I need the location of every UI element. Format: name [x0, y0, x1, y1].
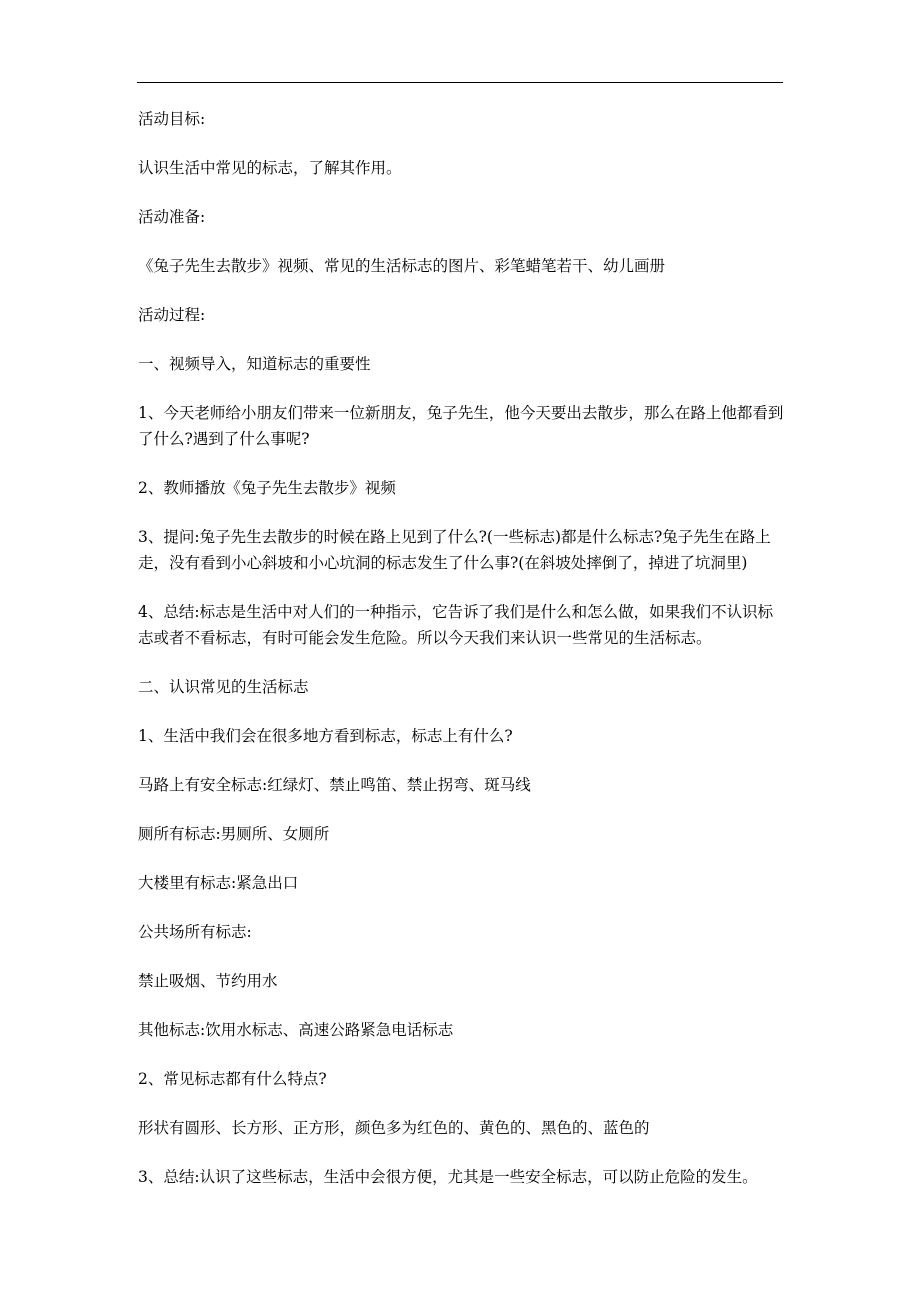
paragraph: 《兔子先生去散步》视频、常见的生活标志的图片、彩笔蜡笔若干、幼儿画册	[138, 257, 666, 275]
heading-activity-process: 活动过程:	[138, 306, 206, 324]
paragraph: 4、总结:标志是生活中对人们的一种指示，它告诉了我们是什么和怎么做，如果我们不认识标志或者不看标志，有时可能会发生危险。所以今天我们来认识一些常见的生活标志。	[138, 603, 774, 647]
document-body	[138, 106, 784, 1213]
paragraph: 禁止吸烟、节约用水	[138, 972, 278, 990]
paragraph: 1、今天老师给小朋友们带来一位新朋友，兔子先生，他今天要出去散步，那么在路上他都看到了什么?遇到了什么事呢?	[138, 404, 784, 448]
section-heading-2: 二、认识常见的生活标志	[138, 678, 309, 696]
paragraph: 3、提问:兔子先生去散步的时候在路上见到了什么?(一些标志)都是什么标志?兔子先生在路上走，没有看到小心斜坡和小心坑洞的标志发生了什么事?(在斜坡处摔倒了，掉进了坑洞里)	[138, 528, 771, 572]
header-rule	[137, 82, 783, 83]
paragraph: 3、总结:认识了这些标志，生活中会很方便，尤其是一些安全标志，可以防止危险的发生。	[138, 1168, 758, 1186]
paragraph: 2、常见标志都有什么特点?	[138, 1070, 327, 1088]
heading-activity-goal: 活动目标:	[138, 110, 206, 128]
paragraph: 公共场所有标志:	[138, 923, 252, 941]
section-heading-1: 一、视频导入，知道标志的重要性	[138, 355, 371, 373]
paragraph: 厕所有标志:男厕所、女厕所	[138, 825, 330, 843]
paragraph: 2、教师播放《兔子先生去散步》视频	[138, 479, 396, 497]
paragraph: 马路上有安全标志:红绿灯、禁止鸣笛、禁止拐弯、斑马线	[138, 776, 531, 794]
heading-activity-prep: 活动准备:	[138, 208, 206, 226]
paragraph: 其他标志:饮用水标志、高速公路紧急电话标志	[138, 1021, 454, 1039]
paragraph: 认识生活中常见的标志，了解其作用。	[138, 159, 402, 177]
paragraph: 1、生活中我们会在很多地方看到标志，标志上有什么?	[138, 727, 513, 745]
paragraph: 大楼里有标志:紧急出口	[138, 874, 299, 892]
paragraph: 形状有圆形、长方形、正方形，颜色多为红色的、黄色的、黑色的、蓝色的	[138, 1119, 650, 1137]
